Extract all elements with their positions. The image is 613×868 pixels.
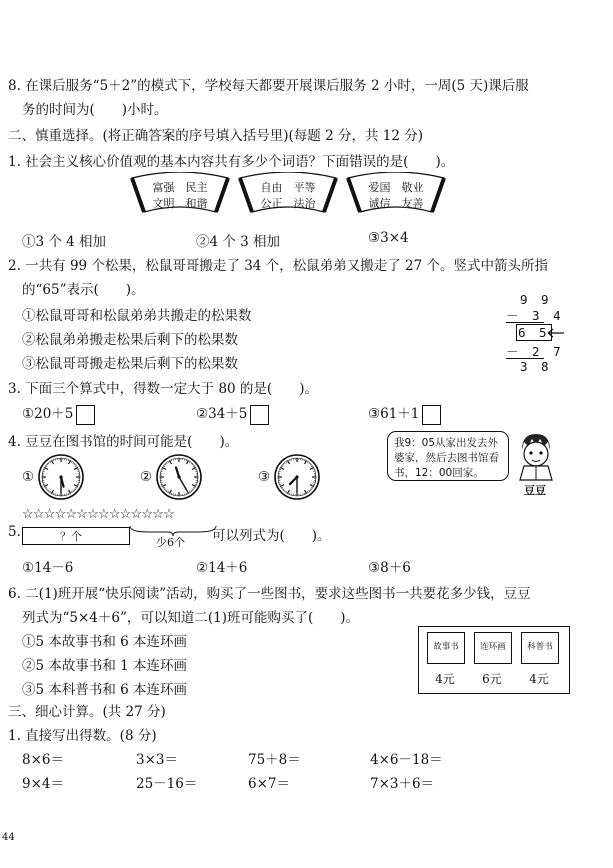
c5-stars: ☆☆☆☆☆☆☆☆☆☆☆☆☆☆ — [22, 507, 174, 522]
c5-suffix: 可以列式为( )。 — [212, 528, 331, 544]
clock-icon-2 — [154, 452, 204, 502]
clock-center — [177, 475, 180, 478]
clock-icon-3 — [272, 452, 322, 502]
clock-label-3[interactable]: ③ — [258, 469, 271, 485]
c4-question: 4. 豆豆在图书馆的时间可能是( )。 — [8, 434, 239, 450]
book-story: 故事书 — [427, 632, 465, 664]
c2-line2: 的“65”表示( )。 — [22, 282, 145, 298]
section3-title: 三、细心计算。(共 27 分) — [8, 704, 166, 720]
c1-option-1[interactable]: ①3 个 4 相加 — [22, 234, 107, 250]
calc-r2-3[interactable]: 6×7＝ — [248, 776, 290, 792]
clock-label-2[interactable]: ② — [140, 469, 153, 485]
c1-option-3[interactable]: ③3×4 — [368, 230, 409, 246]
boy-name: 豆豆 — [524, 484, 546, 497]
answer-box[interactable] — [250, 405, 269, 425]
calc-r2-1[interactable]: 9×4＝ — [22, 776, 64, 792]
c3-option-3[interactable] — [368, 402, 441, 425]
c1-question: 1. 社会主义核心价值观的基本内容共有多少个词语？下面错误的是( )。 — [8, 154, 455, 170]
clock-center — [295, 475, 298, 478]
calc-r1-3[interactable]: 75＋8＝ — [248, 752, 301, 768]
calc-r2-2[interactable]: 25－16＝ — [136, 776, 198, 792]
fan-card-3 — [344, 172, 448, 216]
clock-icon-1 — [36, 452, 86, 502]
calc-r1-2[interactable]: 3×3＝ — [136, 752, 178, 768]
c1-option-2[interactable]: ②4 个 3 相加 — [196, 234, 281, 250]
section2-title: 二、慎重选择。(将正确答案的序号填入括号里)(每题 2 分，共 12 分) — [8, 128, 423, 144]
fan-card-2 — [236, 172, 340, 216]
vc-line — [506, 322, 544, 323]
vc-row5: 3 8 — [520, 359, 552, 374]
vc-row4: － 2 7 — [506, 344, 564, 359]
price-comic: 6元 — [482, 672, 502, 686]
c2-option-1[interactable]: ①松鼠哥哥和松鼠弟弟共搬走的松果数 — [22, 308, 252, 324]
price-science: 4元 — [529, 672, 549, 686]
arrow-icon — [546, 328, 566, 338]
bracket-label: ？个 — [60, 530, 82, 543]
page-number: 44 — [2, 832, 15, 843]
vc-row2: － 3 4 — [506, 308, 564, 323]
c3-option-2-text: ②34＋5 — [196, 406, 248, 422]
vc-row3-boxed: 6 5 — [518, 325, 550, 340]
c6-line2: 列式为“5×4＋6”，可以知道二(1)班可能购买了( )。 — [22, 610, 360, 626]
fan-bottom-text: 公正 法治 — [260, 197, 316, 210]
calc-r2-4[interactable]: 7×3＋6＝ — [370, 776, 435, 792]
c2-option-2[interactable]: ②松鼠弟弟搬走松果后剩下的松果数 — [22, 332, 238, 348]
fan-top-text: 富强 民主 — [152, 181, 208, 194]
book-science: 科普书 — [521, 632, 559, 664]
boy-icon — [514, 430, 558, 482]
price-story: 4元 — [435, 672, 455, 686]
c5-option-1[interactable]: ①14－6 — [22, 560, 74, 576]
speech-bubble: 我9：05从家出发去外婆家，然后去图书馆看书，12：00回家。 — [387, 431, 509, 481]
vertical-calculation — [506, 292, 576, 374]
calc-r1-1[interactable]: 8×6＝ — [22, 752, 64, 768]
c3-option-2[interactable] — [196, 402, 269, 425]
less-label: 少6个 — [156, 536, 185, 549]
answer-box[interactable] — [422, 405, 441, 425]
answer-box[interactable] — [76, 405, 95, 425]
fan-top-text: 爱国 敬业 — [368, 181, 424, 194]
fan-top-text: 自由 平等 — [260, 181, 316, 194]
c6-option-1[interactable]: ①5 本故事书和 6 本连环画 — [22, 634, 188, 650]
c3-option-3-text: ③61＋1 — [368, 406, 420, 422]
c5-num: 5. — [8, 524, 21, 540]
calc-title: 1. 直接写出得数。(8 分) — [8, 728, 157, 744]
fan-card-1 — [128, 172, 232, 216]
c3-question: 3. 下面三个算式中，得数一定大于 80 的是( )。 — [8, 381, 318, 397]
c6-option-3[interactable]: ③5 本科普书和 6 本连环画 — [22, 682, 188, 698]
c5-option-2[interactable]: ②14＋6 — [196, 560, 248, 576]
clock-center — [59, 475, 62, 478]
fan-bottom-text: 诚信 友善 — [368, 197, 424, 210]
fan-bottom-text: 文明 和谐 — [152, 197, 208, 210]
c3-option-1[interactable] — [22, 402, 95, 425]
c2-line1: 2. 一共有 99 个松果，松鼠哥哥搬走了 34 个，松鼠弟弟又搬走了 27 个。竖式中箭头所指 — [8, 258, 548, 274]
vc-row1: 9 9 — [520, 292, 552, 307]
c3-option-1-text: ①20＋5 — [22, 406, 74, 422]
book-comic: 连环画 — [474, 632, 512, 664]
clock-label-1[interactable]: ① — [22, 469, 35, 485]
c6-option-2[interactable]: ②5 本故事书和 1 本连环画 — [22, 658, 188, 674]
calc-r1-4[interactable]: 4×6－18＝ — [370, 752, 443, 768]
q8-line1: 8. 在课后服务“5＋2”的模式下，学校每天都要开展课后服务 2 小时，一周(5 天)课后服 — [8, 78, 529, 94]
c6-line1: 6. 二(1)班开展“快乐阅读”活动，购买了一些图书，要求这些图书一共要花多少钱，豆豆 — [8, 586, 531, 602]
q8-line2: 务的时间为( )小时。 — [22, 102, 168, 118]
c2-option-3[interactable]: ③松鼠哥哥搬走松果后剩下的松果数 — [22, 356, 238, 372]
c5-option-3[interactable]: ③8＋6 — [368, 560, 411, 576]
